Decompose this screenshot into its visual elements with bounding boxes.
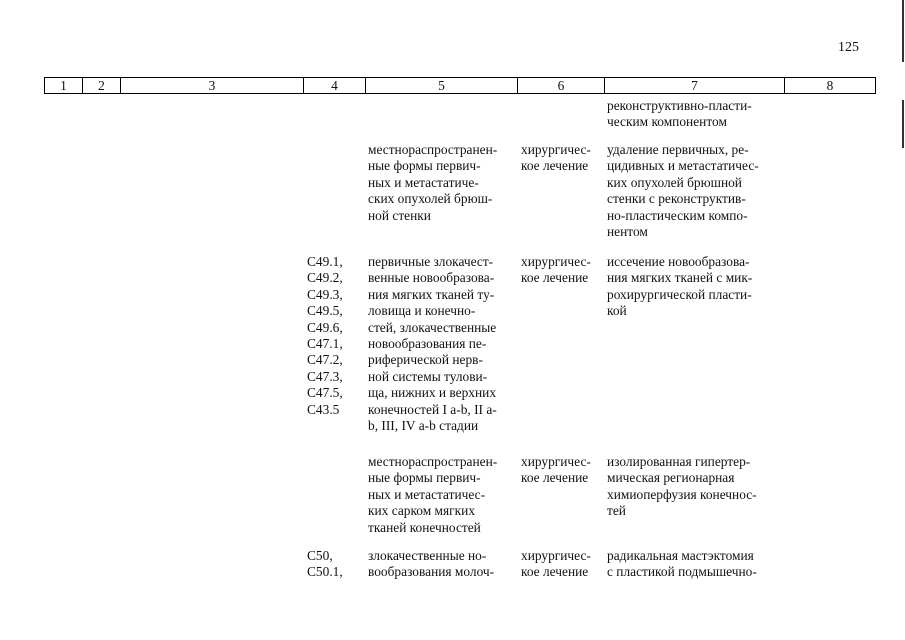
icd-code: С49.6, bbox=[307, 319, 343, 335]
treatment-cell: хирургичес- кое лечение bbox=[521, 454, 591, 486]
edge-mark-top bbox=[902, 0, 904, 62]
icd-code-cell bbox=[307, 548, 363, 581]
icd-code: С43.5 bbox=[307, 401, 340, 417]
header-col-4: 4 bbox=[304, 78, 366, 93]
icd-code: С47.1, bbox=[307, 336, 343, 352]
header-col-5: 5 bbox=[366, 78, 518, 93]
table-header bbox=[44, 77, 876, 94]
header-col-3: 3 bbox=[121, 78, 304, 93]
method-cell: удаление первичных, ре- цидивных и метастатичес- ких опухолей брюшной стенки с реконструктив- но-пластическим компо- нентом bbox=[607, 142, 759, 240]
header-col-7: 7 bbox=[605, 78, 785, 93]
header-col-2: 2 bbox=[83, 78, 121, 93]
icd-code: С47.2, bbox=[307, 352, 343, 368]
header-col-8: 8 bbox=[826, 78, 834, 93]
treatment-cell: хирургичес- кое лечение bbox=[521, 548, 591, 580]
header-col-1: 1 bbox=[45, 78, 83, 93]
method-cell: радикальная мастэктомия с пластикой подмышечно- bbox=[607, 548, 757, 580]
method-cell: реконструктивно-пласти- ческим компонентом bbox=[607, 98, 752, 130]
icd-code: С47.5, bbox=[307, 385, 343, 401]
icd-code: С49.5, bbox=[307, 303, 343, 319]
icd-code: С49.2, bbox=[307, 270, 343, 286]
method-cell: изолированная гипертер- мическая регионарная химиоперфузия конечнос- тей bbox=[607, 454, 757, 519]
icd-code: С49.1, bbox=[307, 254, 343, 269]
edge-mark-bottom bbox=[902, 100, 904, 148]
icd-code: С50, bbox=[307, 548, 333, 563]
diagnosis-cell: злокачественные но- вообразования молоч- bbox=[368, 548, 495, 580]
method-cell: иссечение новообразова- ния мягких тканей с мик- рохирургической пласти- кой bbox=[607, 254, 753, 319]
diagnosis-cell: местнораспространен- ные формы первич- ных и метастатичес- ких сарком мягких тканей конечностей bbox=[368, 454, 498, 535]
treatment-cell: хирургичес- кое лечение bbox=[521, 142, 591, 174]
icd-code-cell bbox=[307, 254, 363, 418]
diagnosis-cell: первичные злокачест- венные новообразова- ния мягких тканей ту- ловища и конечно- стей, злокачественные новообразования пе- риферической нерв- ной системы тулови- ща, нижних и верхних конечностей I a-b, II a- b, III, IV a-b стадии bbox=[368, 254, 497, 434]
icd-code: С49.3, bbox=[307, 286, 343, 302]
treatment-cell: хирургичес- кое лечение bbox=[521, 254, 591, 286]
diagnosis-cell: местнораспространен- ные формы первич- ных и метастатиче- ских опухолей брюш- ной стенки bbox=[368, 142, 498, 223]
icd-code: С47.3, bbox=[307, 368, 343, 384]
icd-code: С50.1, bbox=[307, 564, 343, 580]
header-col-6: 6 bbox=[518, 78, 605, 93]
page-number: 125 bbox=[838, 40, 859, 55]
